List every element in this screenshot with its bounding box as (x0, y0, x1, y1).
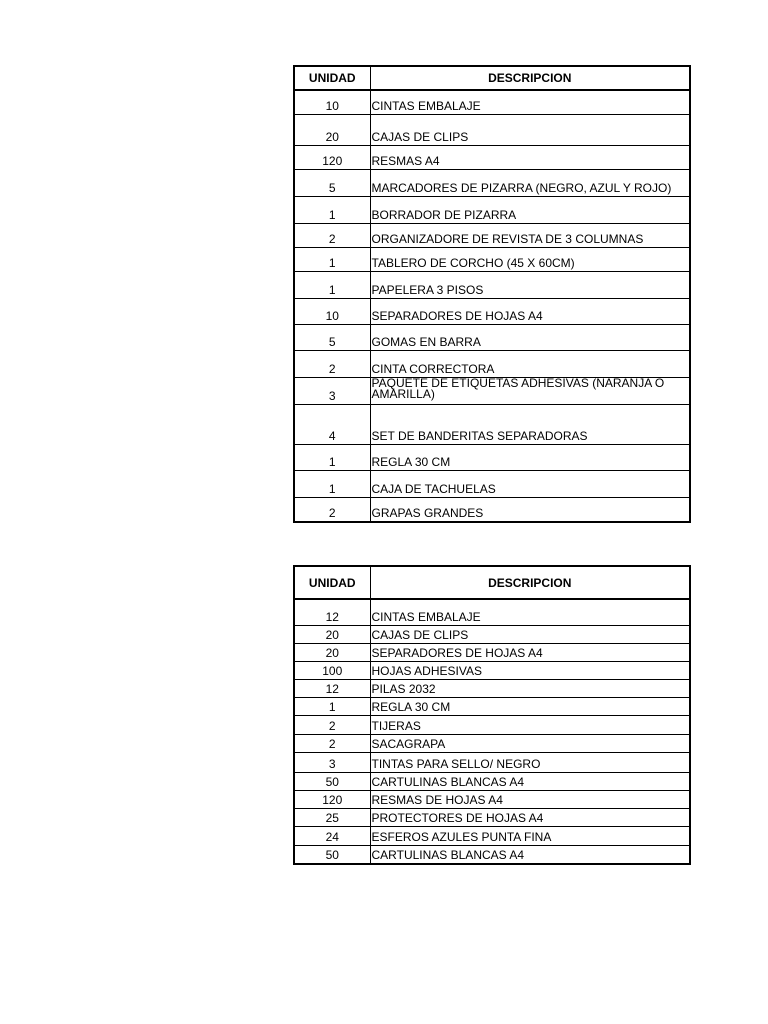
unit-column-header: UNIDAD (294, 566, 370, 599)
description-cell: ORGANIZADORE DE REVISTA DE 3 COLUMNAS (370, 223, 690, 247)
table-row (294, 826, 690, 845)
unit-cell: 4 (294, 404, 370, 444)
description-cell: REGLA 30 CM (370, 697, 690, 715)
table-row (294, 661, 690, 679)
table-row (294, 808, 690, 826)
description-cell: SEPARADORES DE HOJAS A4 (370, 643, 690, 661)
description-column-header: DESCRIPCION (370, 566, 690, 599)
table-row (294, 470, 690, 497)
unit-cell: 100 (294, 661, 370, 679)
description-cell: PAQUETE DE ETIQUETAS ADHESIVAS (NARANJA O AMARILLA) (370, 377, 690, 404)
unit-cell: 20 (294, 114, 370, 145)
description-cell: ESFEROS AZULES PUNTA FINA (370, 826, 690, 845)
table-row (294, 643, 690, 661)
description-cell: RESMAS DE HOJAS A4 (370, 790, 690, 808)
unit-cell: 5 (294, 324, 370, 350)
description-cell: CAJAS DE CLIPS (370, 625, 690, 643)
unit-cell: 1 (294, 247, 370, 271)
table-row (294, 350, 690, 377)
description-cell: BORRADOR DE PIZARRA (370, 196, 690, 223)
unit-cell: 2 (294, 497, 370, 522)
description-cell: SACAGRAPA (370, 734, 690, 752)
table-row (294, 324, 690, 350)
table-row (294, 169, 690, 196)
unit-cell: 50 (294, 845, 370, 864)
unit-cell: 1 (294, 271, 370, 298)
unit-column-header: UNIDAD (294, 66, 370, 90)
unit-cell: 12 (294, 599, 370, 625)
description-cell: CAJA DE TACHUELAS (370, 470, 690, 497)
unit-cell: 24 (294, 826, 370, 845)
unit-cell: 5 (294, 169, 370, 196)
description-cell: CINTA CORRECTORA (370, 350, 690, 377)
description-cell: PAPELERA 3 PISOS (370, 271, 690, 298)
table-row (294, 114, 690, 145)
unit-cell: 120 (294, 145, 370, 169)
table-row (294, 679, 690, 697)
table-header-row (294, 66, 690, 90)
description-cell: TIJERAS (370, 715, 690, 734)
unit-cell: 2 (294, 734, 370, 752)
unit-cell: 1 (294, 697, 370, 715)
table-row (294, 752, 690, 772)
description-cell: MARCADORES DE PIZARRA (NEGRO, AZUL Y ROJO) (370, 169, 690, 196)
table-row (294, 404, 690, 444)
description-cell: REGLA 30 CM (370, 444, 690, 470)
unit-cell: 2 (294, 223, 370, 247)
description-cell: TINTAS PARA SELLO/ NEGRO (370, 752, 690, 772)
unit-cell: 3 (294, 752, 370, 772)
description-cell: SEPARADORES DE HOJAS A4 (370, 298, 690, 324)
unit-cell: 1 (294, 470, 370, 497)
table-row (294, 790, 690, 808)
description-cell: CARTULINAS BLANCAS A4 (370, 845, 690, 864)
unit-cell: 50 (294, 772, 370, 790)
table-row (294, 697, 690, 715)
supplies-table-2 (293, 565, 691, 865)
table-row (294, 271, 690, 298)
table-row (294, 377, 690, 404)
table-row (294, 145, 690, 169)
description-cell: CAJAS DE CLIPS (370, 114, 690, 145)
description-cell: CINTAS EMBALAJE (370, 90, 690, 114)
table-row (294, 845, 690, 864)
table-row (294, 497, 690, 522)
unit-cell: 20 (294, 643, 370, 661)
description-cell: GRAPAS GRANDES (370, 497, 690, 522)
table-row (294, 444, 690, 470)
table-row (294, 223, 690, 247)
description-cell: CARTULINAS BLANCAS A4 (370, 772, 690, 790)
supplies-table-1 (293, 65, 691, 523)
description-cell: SET DE BANDERITAS SEPARADORAS (370, 404, 690, 444)
unit-cell: 1 (294, 444, 370, 470)
description-cell: HOJAS ADHESIVAS (370, 661, 690, 679)
description-cell: TABLERO DE CORCHO (45 X 60CM) (370, 247, 690, 271)
table-row (294, 90, 690, 114)
table-row (294, 734, 690, 752)
description-cell: GOMAS EN BARRA (370, 324, 690, 350)
description-cell: CINTAS EMBALAJE (370, 599, 690, 625)
unit-cell: 3 (294, 377, 370, 404)
description-cell: RESMAS A4 (370, 145, 690, 169)
unit-cell: 12 (294, 679, 370, 697)
unit-cell: 2 (294, 350, 370, 377)
table-row (294, 247, 690, 271)
unit-cell: 2 (294, 715, 370, 734)
description-cell: PILAS 2032 (370, 679, 690, 697)
unit-cell: 1 (294, 196, 370, 223)
table-row (294, 599, 690, 625)
description-cell: PROTECTORES DE HOJAS A4 (370, 808, 690, 826)
unit-cell: 20 (294, 625, 370, 643)
table-row (294, 196, 690, 223)
description-column-header: DESCRIPCION (370, 66, 690, 90)
table-row (294, 715, 690, 734)
unit-cell: 25 (294, 808, 370, 826)
table-row (294, 772, 690, 790)
unit-cell: 120 (294, 790, 370, 808)
table-row (294, 625, 690, 643)
unit-cell: 10 (294, 298, 370, 324)
table-header-row (294, 566, 690, 599)
table-row (294, 298, 690, 324)
unit-cell: 10 (294, 90, 370, 114)
